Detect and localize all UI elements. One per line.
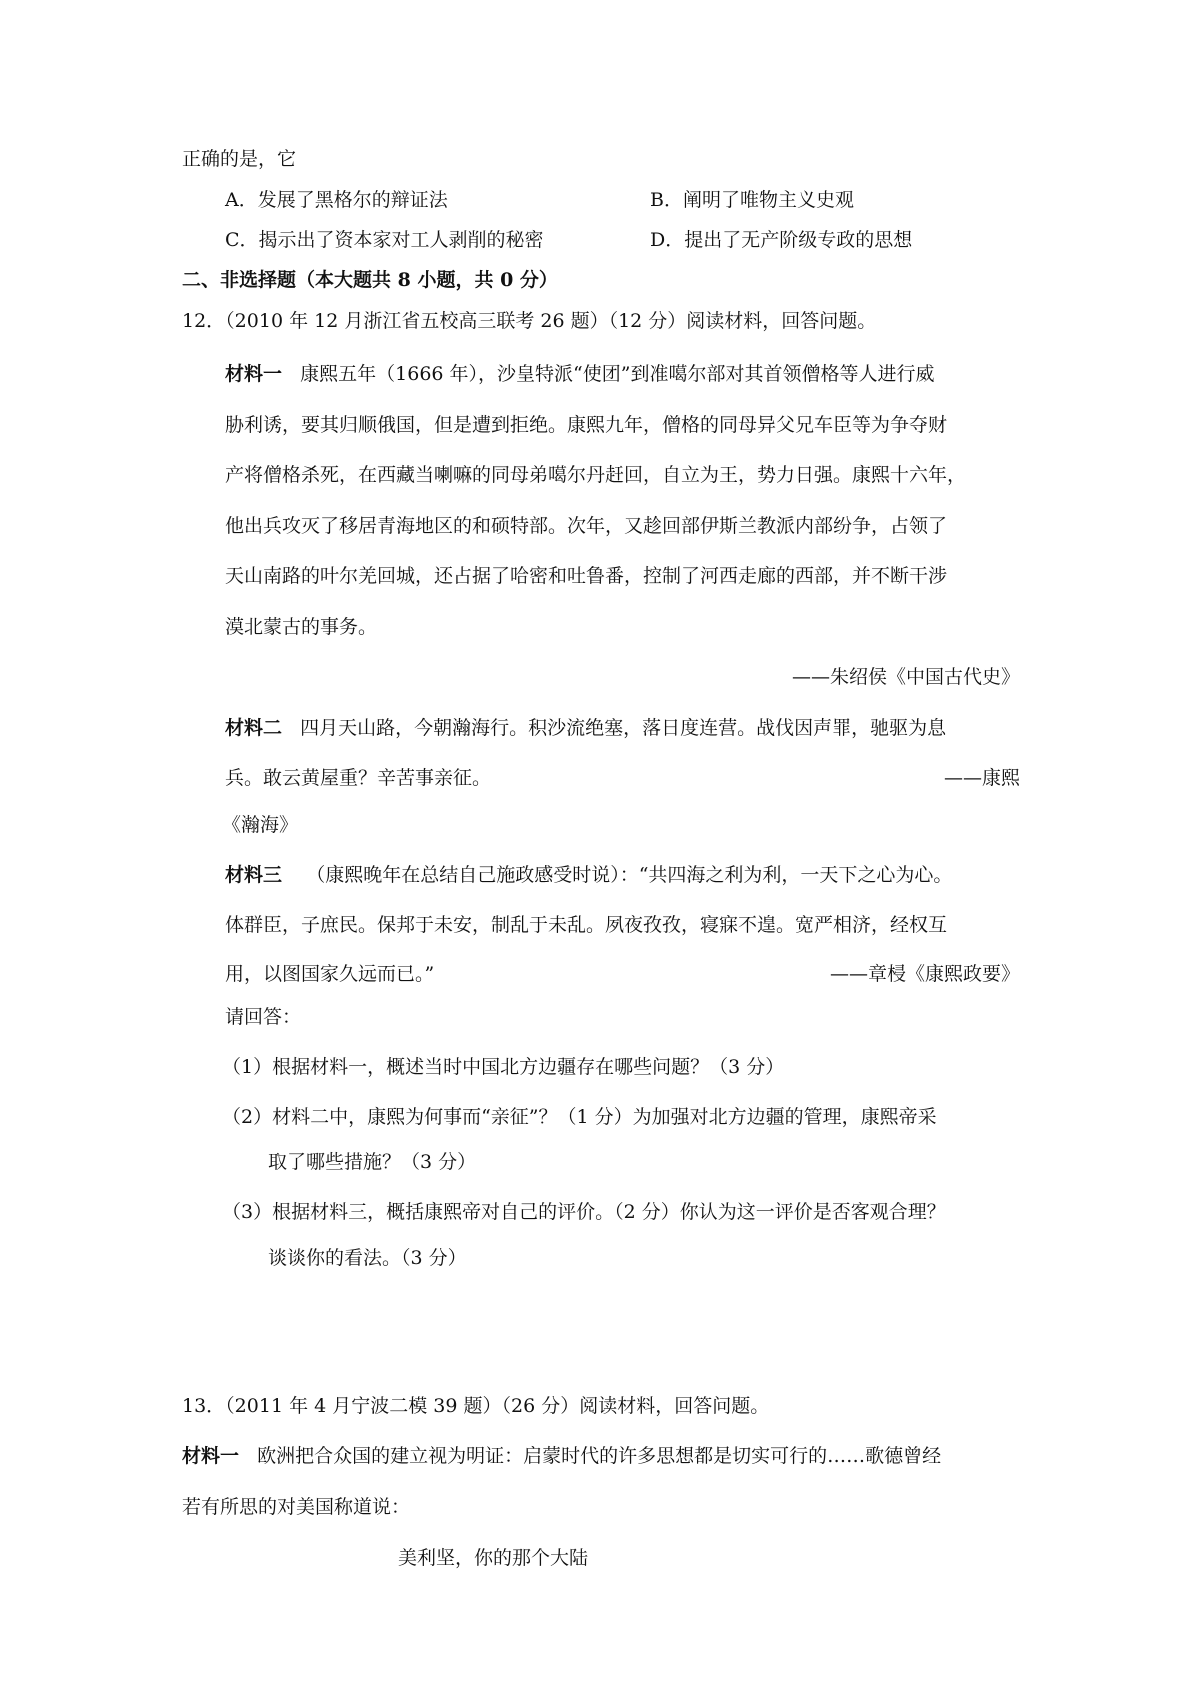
q12-material2-line2: 兵。敢云黄屋重？辛苦事亲征。 <box>225 767 492 789</box>
q12-sub3-line1: （3）根据材料三，概括康熙帝对自己的评价。（2 分）你认为这一评价是否客观合理？ <box>222 1201 946 1223</box>
q12-material3-text: （康熙晚年在总结自己施政感受时说）：“共四海之利为利，一天下之心为心。 <box>306 864 953 886</box>
option-c: C．揭示出了资本家对工人剥削的秘密 <box>225 229 544 251</box>
q13-poem-line: 美利坚，你的那个大陆 <box>398 1547 589 1569</box>
q12-material2-work: 《瀚海》 <box>222 814 299 836</box>
q12-sub3-line2: 谈谈你的看法。（3 分） <box>268 1247 467 1269</box>
q12-prompt: 请回答： <box>225 1006 302 1028</box>
q12-material1-line1 <box>225 362 934 386</box>
q12-material1-source: ——朱绍侯《中国古代史》 <box>791 666 1020 688</box>
q12-material1-line5: 天山南路的叶尔羌回城，还占据了哈密和吐鲁番，控制了河西走廊的西部，并不断干涉 <box>225 565 948 587</box>
q13-material1-line1 <box>182 1444 941 1468</box>
q12-material3-line3: 用，以图国家久远而已。” <box>225 963 435 985</box>
option-d: D．提出了无产阶级专政的思想 <box>650 229 913 251</box>
q12-material1-line2: 胁利诱，要其归顺俄国，但是遭到拒绝。康熙九年，僧格的同母异父兄车臣等为争夺财 <box>225 414 948 436</box>
section-heading: 二、非选择题（本大题共 8 小题，共 0 分） <box>182 269 558 291</box>
q13-material1-label: 材料一 <box>182 1445 240 1467</box>
q12-material2-text: 四月天山路，今朝瀚海行。积沙流绝塞，落日度连营。战伐因声罪，驰驱为息 <box>300 717 947 739</box>
q12-material3-label: 材料三 <box>225 864 283 886</box>
q12-material3-line1 <box>225 863 952 887</box>
q12-sub1: （1）根据材料一，概述当时中国北方边疆存在哪些问题？（3 分） <box>222 1056 785 1078</box>
q12-sub2-line1: （2）材料二中，康熙为何事而“亲征”？（1 分）为加强对北方边疆的管理，康熙帝采 <box>222 1106 937 1128</box>
q12-material1-text: 康熙五年（1666 年），沙皇特派“使团”到准噶尔部对其首领僧格等人进行威 <box>300 363 935 385</box>
q12-material3-source: ——章梫《康熙政要》 <box>829 963 1020 985</box>
q13-material1-line2: 若有所思的对美国称道说： <box>182 1496 411 1518</box>
q13-header: 13．（2011 年 4 月宁波二模 39 题）（26 分）阅读材料，回答问题。 <box>182 1395 770 1417</box>
q12-material2-author: ——康熙 <box>943 767 1020 789</box>
question-stem-tail: 正确的是，它 <box>182 148 297 170</box>
q12-material1-label: 材料一 <box>225 363 283 385</box>
q12-material1-line6: 漠北蒙古的事务。 <box>225 616 378 638</box>
q12-sub2-line2: 取了哪些措施？（3 分） <box>268 1151 477 1173</box>
q12-material2-line1 <box>225 716 946 740</box>
q13-material1-text: 欧洲把合众国的建立视为明证：启蒙时代的许多思想都是切实可行的……歌德曾经 <box>257 1445 942 1467</box>
q12-material2-label: 材料二 <box>225 717 283 739</box>
option-a: A．发展了黑格尔的辩证法 <box>225 189 448 211</box>
option-b: B．阐明了唯物主义史观 <box>650 189 854 211</box>
q12-material1-line3: 产将僧格杀死，在西藏当喇嘛的同母弟噶尔丹赶回，自立为王，势力日强。康熙十六年， <box>225 464 967 486</box>
q12-material1-line4: 他出兵攻灭了移居青海地区的和硕特部。次年，又趁回部伊斯兰教派内部纷争，占领了 <box>225 515 948 537</box>
q12-header: 12．（2010 年 12 月浙江省五校高三联考 26 题）（12 分）阅读材料，回答问题。 <box>182 310 877 332</box>
q12-material3-line2: 体群臣，子庶民。保邦于未安，制乱于未乱。夙夜孜孜，寝寐不遑。宽严相济，经权互 <box>225 914 948 936</box>
